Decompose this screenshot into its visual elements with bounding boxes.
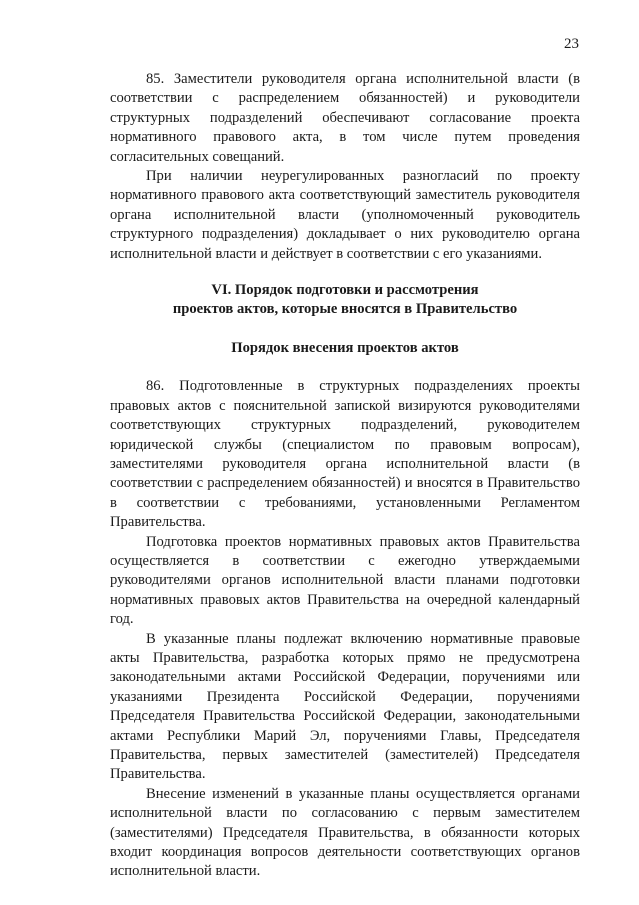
document-body xyxy=(110,70,580,882)
paragraph-plan-inclusion: В указанные планы подлежат включению нормативные правовые акты Правительства, разработка которых прямо не предусмотрена законодательными актами Российской Федерации, поручениями или указаниями Президента Российской Федерации, поручениями Председателя Правительства Российской Федерации, законодательными актами Республики Марий Эл, поручениями Главы, Председателя Правительства, первых заместителей (заместителей) Председателя Правительства. xyxy=(110,630,580,783)
section-heading xyxy=(110,281,580,320)
paragraph-86: 86. Подготовленные в структурных подразделениях проекты правовых актов с пояснительной запиской визируются руководителями соответствующих структурных подразделений, руководителем юридической службы (специалистом по правовым вопросам), заместителями руководителя органа исполнительной власти (в соответствии с распределением обязанностей) и вносятся в Правительство в соответствии с требованиями, установленными Регламентом Правительства. xyxy=(110,378,580,531)
page-number: 23 xyxy=(564,36,579,52)
paragraph-plan-changes: Внесение изменений в указанные планы осуществляется органами исполнительной власти по согласованию с первым заместителем (заместителями) Председателя Правительства, в обязанности которых входит координация вопросов деятельности соответствующих органов исполнительной власти. xyxy=(110,785,580,880)
paragraph-disagreements: При наличии неурегулированных разногласий по проекту нормативного правового акта соответствующий заместитель руководителя органа исполнительной власти (уполномоченный руководитель структурного подразделения) докладывает о них руководителю органа исполнительной власти и действует в соответствии с его указаниями. xyxy=(110,168,580,262)
sub-heading: Порядок внесения проектов актов xyxy=(231,339,459,356)
section-heading-line-2: проектов актов, которые вносятся в Правительство xyxy=(172,301,518,318)
paragraph-plans: Подготовка проектов нормативных правовых актов Правительства осуществляется в соответствии с ежегодно утверждаемыми руководителями органов исполнительной власти планами подготовки нормативных правовых актов Правительства на очередной календарный год. xyxy=(110,533,580,628)
paragraph-85: 85. Заместители руководителя органа исполнительной власти (в соответствии с распределением обязанностей) и руководители структурных подразделений обеспечивают согласование проекта нормативного правового акта, в том числе путем проведения согласительных совещаний. xyxy=(110,71,580,165)
section-heading-line-1: VI. Порядок подготовки и рассмотрения xyxy=(211,282,479,299)
